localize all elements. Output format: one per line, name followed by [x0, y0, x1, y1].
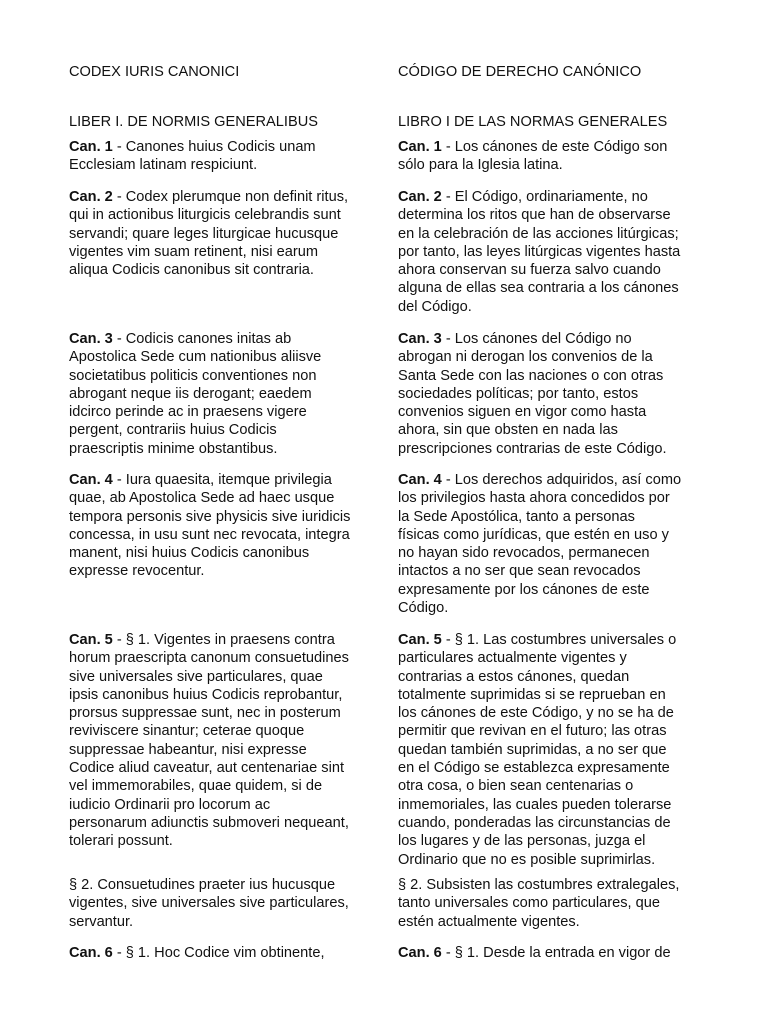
canon-text: - Los cánones de este Código son sólo para la Iglesia latina. — [398, 139, 668, 174]
canon-text: - § 1. Hoc Codice vim obtinente, — [112, 945, 325, 961]
canon-text: - Los cánones del Código no abrogan ni derogan los convenios de la Santa Sede con las naciones o con otras sociedades políticas; por tanto, estos convenios siguen en vigor como hasta ahora, sin que obsten en nada las prescripciones contrarias de este Código. — [398, 331, 667, 457]
canon-text: - Codex plerumque non definit ritus, qui in actionibus liturgicis celebrandis sunt servandi; quare leges liturgicae hucusque vigentes vim suam retinent, nisi earum aliqua Codicis canonibus sit contraria. — [69, 189, 349, 279]
canon-number: Can. 6 — [69, 945, 113, 961]
latin-canon-3 — [69, 330, 369, 458]
canon-text: - Codicis canones initas ab Apostolica Sede cum nationibus aliisve societatibus politicis conventiones non abrogant neque iis derogant; eaedem idcirco perinde ac in praesens vigere pergent, contrariis huius Codicis praescriptis minime obstantibus. — [69, 331, 322, 457]
spanish-book-heading: LIBRO I DE LAS NORMAS GENERALES — [398, 114, 668, 130]
canon-number: Can. 1 — [69, 139, 113, 155]
spanish-canon-1 — [398, 138, 698, 175]
canon-number: Can. 5 — [69, 632, 113, 648]
canon-text: - Los derechos adquiridos, así como los privilegios hasta ahora concedidos por la Sede Apostólica, tanto a personas físicas como jurídicas, que estén en uso y no hayan sido revocados, permanecen intactos a no ser que sean revocados expresamente por los cánones de este Código. — [398, 472, 682, 617]
latin-canon-1 — [69, 138, 369, 175]
canon-number: Can. 4 — [69, 472, 113, 488]
spanish-canon-6 — [398, 944, 698, 962]
latin-canon-6 — [69, 944, 369, 962]
canon-number: Can. 6 — [398, 945, 442, 961]
canon-number: Can. 2 — [69, 189, 113, 205]
spanish-canon-5-paragraph-2: § 2. Subsisten las costumbres extralegales, tanto universales como particulares, que estén actualmente vigentes. — [398, 877, 680, 930]
spanish-title: CÓDIGO DE DERECHO CANÓNICO — [398, 64, 642, 80]
canon-number: Can. 3 — [69, 331, 113, 347]
canon-number: Can. 4 — [398, 472, 442, 488]
canon-number: Can. 1 — [398, 139, 442, 155]
canon-text: - § 1. Vigentes in praesens contra horum praescripta canonum consuetudines sive universales sive particulares, quae ipsis canonibus huius Codicis reprobantur, prorsus suppressae sunt, nec in posterum reviviscere sinantur; ceterae quoque suppressae habeantur, nisi expresse Codice aliud caveatur, aut centenariae sint vel immemorabiles, quae quidem, si de iudicio Ordinarii pro locorum ac personarum adiunctis submoveri nequeant, tolerari possunt. — [69, 632, 349, 850]
latin-canon-4 — [69, 471, 369, 581]
canon-text: - § 1. Las costumbres universales o particulares actualmente vigentes y contrarias a estos cánones, quedan totalmente suprimidas si se reprueban en los cánones de este Código, y no se ha de permitir que revivan en el futuro; las otras quedan también suprimidas, a no ser que en el Código se establezca expresamente otra cosa, o bien sean centenarias o inmemoriales, las cuales pueden tolerarse cuando, ponderadas las circunstancias de los lugares y de las personas, juzga el Ordinario que no es posible suprimirlas. — [398, 632, 677, 868]
canon-text: - Iura quaesita, itemque privilegia quae, ab Apostolica Sede ad haec usque tempora personis sive physicis sive iuridicis concessa, in usu sunt nec revocata, integra manent, nisi huius Codicis canonibus expresse revocentur. — [69, 472, 351, 580]
spanish-canon-4 — [398, 471, 698, 617]
latin-book-heading: LIBER I. DE NORMIS GENERALIBUS — [69, 114, 318, 130]
spanish-canon-2 — [398, 188, 698, 316]
latin-canon-5 — [69, 631, 369, 851]
canon-number: Can. 5 — [398, 632, 442, 648]
canon-text: - § 1. Desde la entrada en vigor de — [441, 945, 671, 961]
latin-canon-5-paragraph-2: § 2. Consuetudines praeter ius hucusque vigentes, sive universales sive particulares, servantur. — [69, 877, 349, 930]
spanish-canon-5 — [398, 631, 698, 869]
latin-title: CODEX IURIS CANONICI — [69, 64, 240, 80]
canon-text: - El Código, ordinariamente, no determina los ritos que han de observarse en la celebración de las acciones litúrgicas; por tanto, las leyes litúrgicas vigentes hasta ahora conservan su fuerza salvo cuando alguna de ellas sea contraria a los cánones del Código. — [398, 189, 681, 315]
canon-text: - Canones huius Codicis unam Ecclesiam latinam respiciunt. — [69, 139, 316, 174]
spanish-canon-3 — [398, 330, 698, 458]
canon-number: Can. 3 — [398, 331, 442, 347]
canon-number: Can. 2 — [398, 189, 442, 205]
latin-canon-2 — [69, 188, 369, 279]
